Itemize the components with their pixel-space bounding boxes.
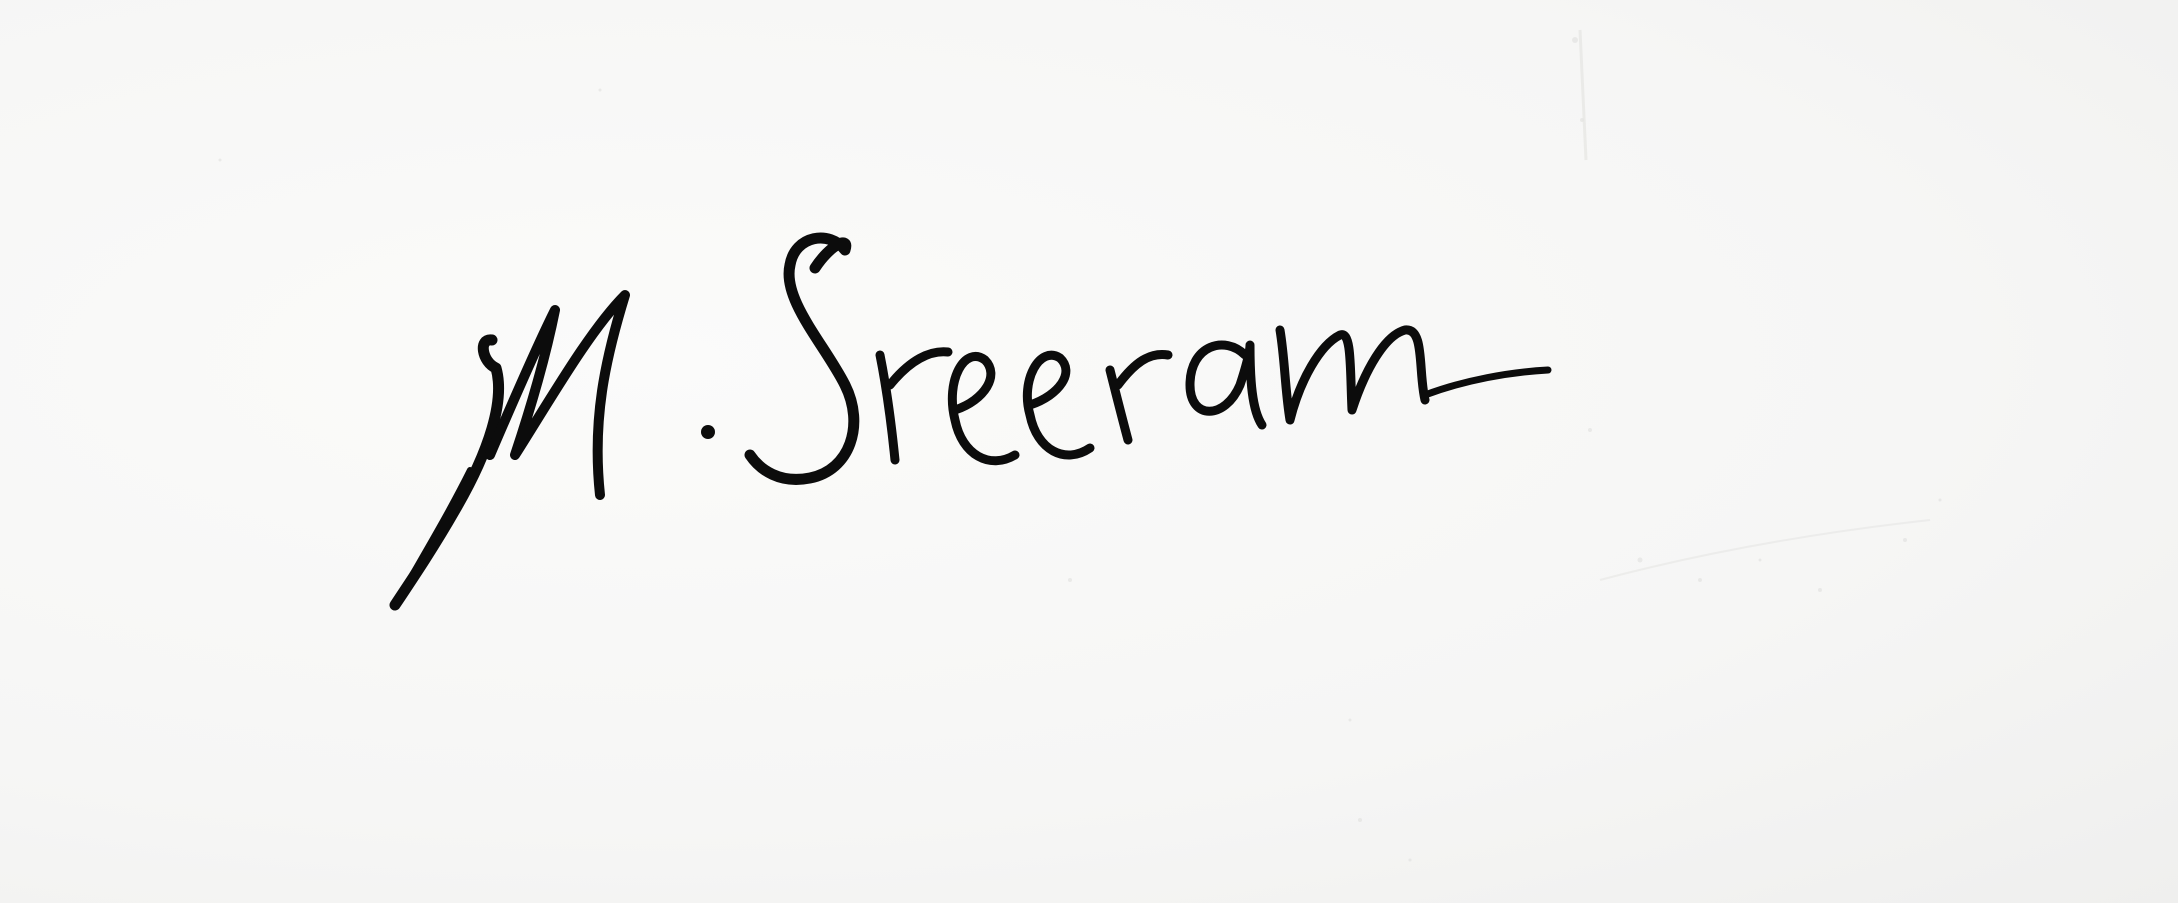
signature-stroke-m-lower bbox=[1280, 330, 1425, 420]
signature-stroke-r2 bbox=[1110, 354, 1168, 440]
signature-stroke-e1 bbox=[952, 356, 1015, 460]
signature-stroke-m-2 bbox=[490, 295, 625, 495]
signature-stroke-m bbox=[395, 340, 499, 605]
signature-stroke-e2 bbox=[1027, 355, 1090, 455]
signature-stroke-tail bbox=[1425, 370, 1548, 395]
signature-stroke-m-tip bbox=[395, 470, 470, 605]
signature-stroke-a bbox=[1190, 345, 1262, 425]
signature-stroke-r bbox=[880, 352, 948, 460]
signature-stroke-s bbox=[750, 238, 854, 479]
signature-dot bbox=[701, 425, 715, 439]
